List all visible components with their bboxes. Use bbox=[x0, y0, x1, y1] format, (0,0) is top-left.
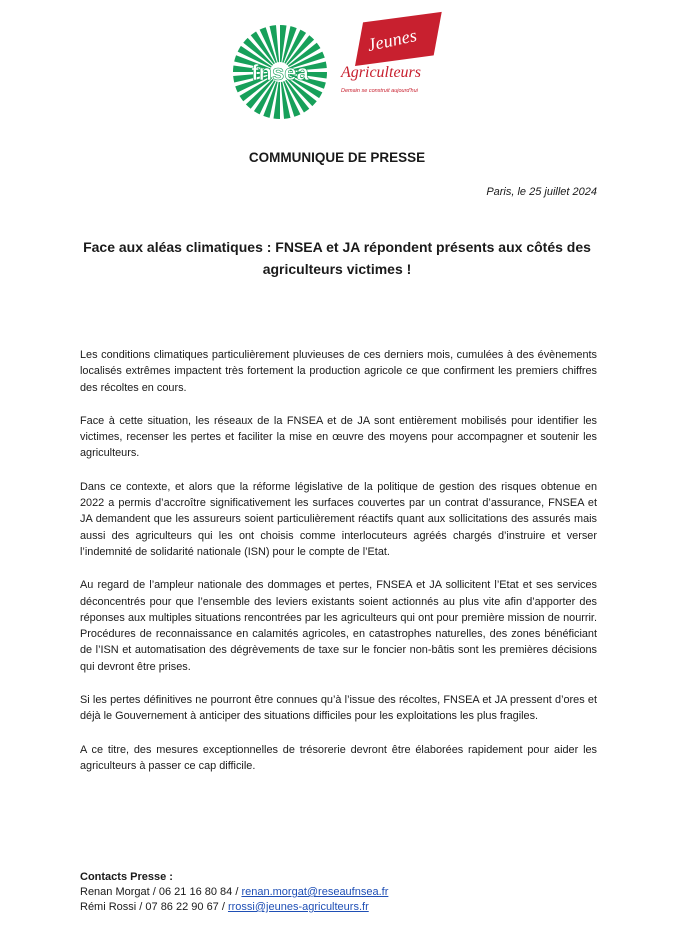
ja-logo-line2: Agriculteurs bbox=[341, 64, 421, 81]
paragraph: Dans ce contexte, et alors que la réforme législative de la politique de gestion des risques obtenue en 2022 a permis d’accroître significativement les surfaces couvertes par un contrat d’assurance, FNSEA et JA demandent que les assureurs soient particulièrement réactifs quant aux sollicitations des assurés mais aussi des agriculteurs qui les ont choisis comme interlocuteurs agréés chargés d’instruire et verser l’indemnité de solidarité nationale (ISN) pour le compte de l’Etat. bbox=[80, 480, 597, 558]
contacts-heading: Contacts Presse : bbox=[80, 871, 173, 883]
fnsea-sunburst-icon bbox=[232, 24, 328, 120]
paragraph: Au regard de l’ampleur nationale des dommages et pertes, FNSEA et JA sollicitent l’Etat et ses services déconcentrés pour que l’ensemble des leviers existants soient actionnés au plus vite afin d’apporter des réponses aux multiples situations rencontrées par les agriculteurs qui ont pour première mission de nourrir. Procédures de reconnaissance en calamités agricoles, en catastrophes naturelles, des zones bénéficiant de l’ISN et automatisation des dégrèvements de taxe sur le foncier non-bâtis sont les premières décisions qui devront être prises. bbox=[80, 579, 597, 673]
fnsea-logo bbox=[232, 24, 328, 120]
contact-line bbox=[80, 885, 388, 900]
paragraph: A ce titre, des mesures exceptionnelles de trésorerie devront être élaborées rapidement pour aider les agriculteurs à passer ce cap difficile. bbox=[80, 743, 597, 772]
contact-email-link[interactable]: rrossi@jeunes-agriculteurs.fr bbox=[227, 901, 369, 913]
paragraph: Si les pertes définitives ne pourront être connues qu’à l’issue des récoltes, FNSEA et JA pressent d’ores et déjà le Gouvernement à anticiper des situations difficiles pour les exploitations les plus fragiles. bbox=[80, 694, 597, 723]
document-title: COMMUNIQUE DE PRESSE bbox=[248, 150, 426, 165]
paragraph: Face à cette situation, les réseaux de la FNSEA et de JA sont entièrement mobilisés pour identifier les victimes, recenser les pertes et faciliter la mise en œuvre des moyens pour accompagner et soutenir les agriculteurs. bbox=[80, 414, 597, 460]
ja-logo-tagline: Demain se construit aujourd'hui bbox=[341, 88, 418, 94]
contact-details: Renan Morgat / 06 21 16 80 84 / bbox=[80, 886, 242, 898]
jeunes-agriculteurs-logo bbox=[337, 18, 447, 102]
fnsea-logo-text: fnsea bbox=[251, 60, 309, 85]
ja-logo-line1: Jeunes bbox=[365, 25, 419, 56]
paragraph: Les conditions climatiques particulièrement pluvieuses de ces derniers mois, cumulées à des évènements localisés extrêmes impactent très fortement la production agricole ce que confirment les premiers chiffres des récoltes en cours. bbox=[80, 349, 597, 394]
press-contacts bbox=[80, 870, 388, 915]
contact-line bbox=[80, 900, 388, 915]
body-text bbox=[80, 347, 597, 791]
contact-details: Rémi Rossi / 07 86 22 90 67 / bbox=[80, 901, 228, 913]
contact-email-link[interactable]: renan.morgat@reseaufnsea.fr bbox=[241, 886, 389, 898]
document-date: Paris, le 25 juillet 2024 bbox=[486, 186, 597, 198]
headline: Face aux aléas climatiques : FNSEA et JA répondent présents aux côtés des agriculteurs victimes ! bbox=[83, 239, 591, 277]
